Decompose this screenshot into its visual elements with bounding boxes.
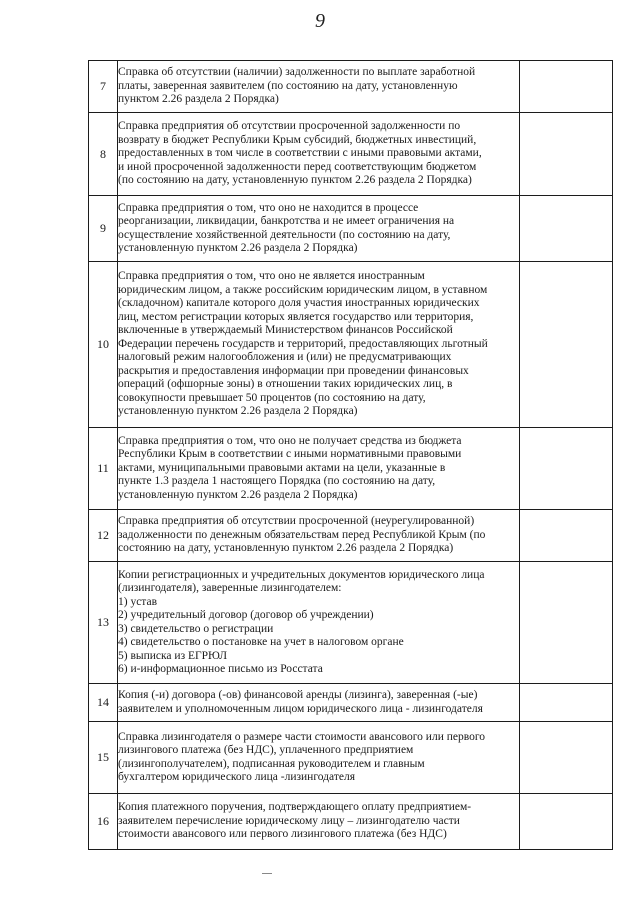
row-line: реорганизации, ликвидации, банкротства и не имеет ограничения на	[118, 215, 455, 227]
empty-cell	[520, 794, 613, 850]
row-line: пунктом 2.26 раздела 2 Порядка)	[118, 93, 279, 106]
empty-cell	[520, 61, 613, 113]
table-body	[89, 61, 613, 850]
row-line: налоговый режим налогообложения и (или) не предусматривающих	[118, 351, 452, 364]
row-line: лизингового платежа (без НДС), уплаченного предприятием	[118, 744, 414, 756]
row-text	[118, 794, 520, 850]
row-line: осуществление хозяйственной деятельности (по состоянию на дату,	[118, 228, 451, 241]
row-text	[118, 562, 520, 684]
documents-table	[88, 60, 613, 850]
table-row	[89, 262, 613, 428]
row-line: Справка об отсутствии (наличии) задолженности по выплате заработной	[118, 66, 476, 79]
row-line: возврату в бюджет Республики Крым субсидий, бюджетных инвестиций,	[118, 133, 477, 146]
row-line: лиц, местом регистрации которых является государство или территория,	[118, 310, 474, 323]
row-line: задолженности по денежным обязательствам перед Республикой Крым (по	[118, 528, 486, 541]
row-number: 7	[89, 61, 118, 113]
row-number: 14	[89, 684, 118, 722]
row-line: предоставленных в том числе в соответствии с иными правовыми актами,	[118, 147, 482, 160]
row-line: 3) свидетельство о регистрации	[118, 622, 274, 635]
row-line: Федерации перечень государств и территорий, предоставляющих льготный	[118, 337, 488, 350]
row-line: совокупности превышает 50 процентов (по состоянию на дату,	[118, 391, 426, 404]
row-number: 12	[89, 510, 118, 562]
row-line: (по состоянию на дату, установленную пунктом 2.26 раздела 2 Порядка)	[118, 174, 472, 187]
empty-cell	[520, 562, 613, 684]
row-line: Копия (-и) договора (-ов) финансовой аренды (лизинга), заверенная (-ые)	[118, 689, 478, 701]
empty-cell	[520, 428, 613, 510]
row-line: Справка лизингодателя о размере части стоимости авансового или первого	[118, 730, 486, 743]
row-line: платы, заверенная заявителем (по состоянию на дату, установленную	[118, 79, 458, 92]
table-row	[89, 722, 613, 794]
table-row	[89, 794, 613, 850]
row-text	[118, 61, 520, 113]
row-text	[118, 113, 520, 196]
row-line: операций (офшорные зоны) в отношении таких юридических лиц, в	[118, 378, 453, 391]
empty-cell	[520, 510, 613, 562]
row-number: 11	[89, 428, 118, 510]
row-line: и иной просроченной задолженности перед соответствующим бюджетом	[118, 160, 477, 173]
row-line: состоянию на дату, установленную пунктом 2.26 раздела 2 Порядка)	[118, 542, 454, 555]
table-row	[89, 113, 613, 196]
table-row	[89, 684, 613, 722]
row-line: заявителем перечисление юридическому лицу – лизингодателю части	[118, 814, 460, 827]
row-line: заявителем и уполномоченным лицом юридического лица - лизингодателя	[118, 702, 483, 715]
row-line: раскрытия и предоставления информации при проведении финансовых	[118, 364, 469, 377]
row-line: 1) устав	[118, 595, 158, 608]
row-text	[118, 262, 520, 428]
scan-mark	[262, 873, 272, 874]
row-text	[118, 510, 520, 562]
empty-cell	[520, 684, 613, 722]
row-line: Справка предприятия об отсутствии просроченной (неурегулированной)	[118, 515, 475, 528]
row-line: Справка предприятия о том, что оно не получает средства из бюджета	[118, 434, 462, 447]
row-number: 13	[89, 562, 118, 684]
row-line: Справка предприятия о том, что оно не находится в процессе	[118, 201, 419, 214]
row-line: бухгалтером юридического лица -лизингодателя	[118, 771, 355, 783]
page-number: 9	[315, 10, 325, 32]
empty-cell	[520, 262, 613, 428]
row-line: юридическим лицом, а также российским юридическим лицом, в уставном	[118, 283, 488, 296]
row-text	[118, 684, 520, 722]
table-row	[89, 510, 613, 562]
row-line: стоимости авансового или первого лизингового платежа (без НДС)	[118, 828, 447, 841]
row-line: 6) и-информационное письмо из Росстата	[118, 663, 323, 675]
row-number: 16	[89, 794, 118, 850]
row-line: Республики Крым в соответствии с иными нормативными правовыми	[118, 448, 462, 461]
row-line: Копия платежного поручения, подтверждающего оплату предприятием-	[118, 801, 472, 814]
empty-cell	[520, 113, 613, 196]
row-line: установленную пунктом 2.26 раздела 2 Порядка)	[118, 242, 358, 254]
row-number: 10	[89, 262, 118, 428]
row-line: 5) выписка из ЕГРЮЛ	[118, 649, 228, 662]
row-number: 8	[89, 113, 118, 196]
row-line: (складочном) капитале которого доля участия иностранных юридических	[118, 297, 480, 310]
row-line: Справка предприятия об отсутствии просроченной задолженности по	[118, 120, 461, 133]
table-row	[89, 61, 613, 113]
row-line: установленную пунктом 2.26 раздела 2 Порядка)	[118, 405, 358, 418]
row-line: актами, муниципальными правовыми актами на цели, указанные в	[118, 461, 446, 474]
row-line: Копии регистрационных и учредительных документов юридического лица	[118, 568, 485, 581]
row-text	[118, 722, 520, 794]
row-line: пункте 1.3 раздела 1 настоящего Порядка (по состоянию на дату,	[118, 475, 436, 488]
empty-cell	[520, 196, 613, 262]
row-line: включенные в утверждаемый Министерством финансов Российской	[118, 324, 453, 337]
empty-cell	[520, 722, 613, 794]
row-line: 4) свидетельство о постановке на учет в налоговом органе	[118, 636, 404, 648]
row-text	[118, 196, 520, 262]
row-line: Справка предприятия о том, что оно не является иностранным	[118, 270, 425, 283]
row-line: (лизингодателя), заверенные лизингодателем:	[118, 582, 342, 594]
row-line: установленную пунктом 2.26 раздела 2 Порядка)	[118, 488, 358, 501]
row-number: 9	[89, 196, 118, 262]
table-row	[89, 562, 613, 684]
table-row	[89, 428, 613, 510]
row-number: 15	[89, 722, 118, 794]
row-line: (лизингополучателем), подписанная руководителем и главным	[118, 757, 425, 770]
table-row	[89, 196, 613, 262]
row-text	[118, 428, 520, 510]
row-line: 2) учредительный договор (договор об учреждении)	[118, 609, 374, 621]
